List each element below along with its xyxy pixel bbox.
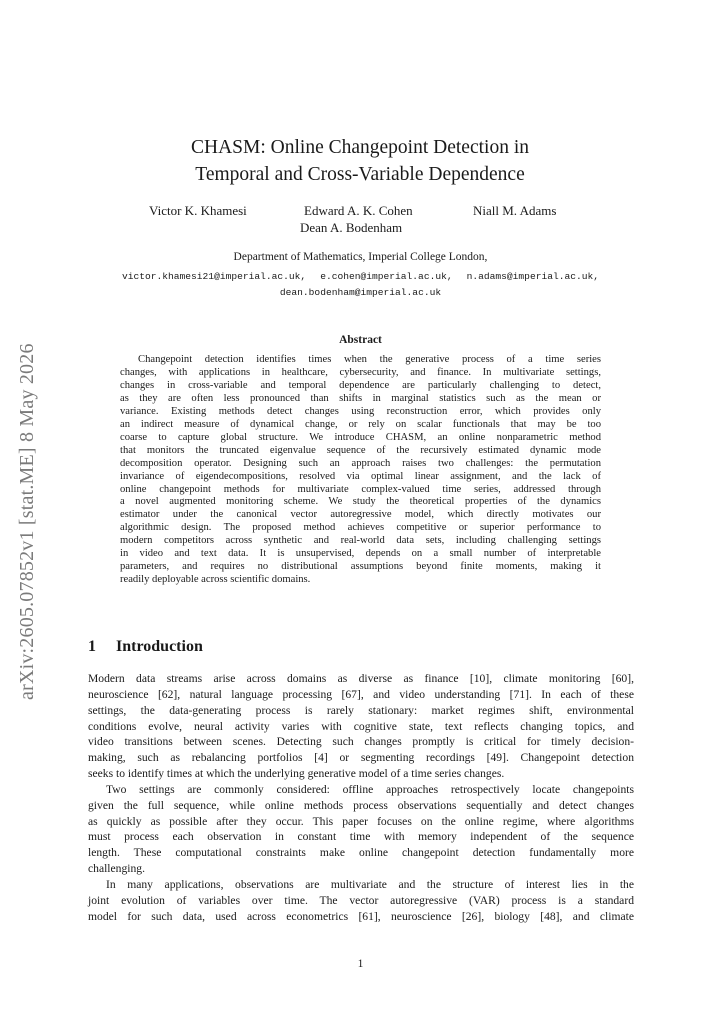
abstract-line: decomposition operator. Designing such an approach raises two challenges: the permutation bbox=[120, 457, 601, 469]
abstract-line: in video and text data. It is unsupervised, depends on a small number of interpretable bbox=[120, 548, 601, 560]
paper-title-line-1: CHASM: Online Changepoint Detection in bbox=[191, 137, 529, 158]
body-line: neuroscience [62], natural language processing [67], and video understanding [71]. In each of these bbox=[88, 687, 634, 701]
abstract-line: variance. Existing methods detect changes using reconstruction error, which provides only bbox=[120, 405, 601, 417]
author-name: Edward A. K. Cohen bbox=[304, 203, 413, 218]
body-line: challenging. bbox=[88, 862, 145, 876]
author-email: dean.bodenham@imperial.ac.uk bbox=[279, 287, 442, 298]
author-name: Dean A. Bodenham bbox=[300, 220, 403, 235]
author-name: Niall M. Adams bbox=[473, 203, 557, 218]
abstract-line: changes in cross-variable and temporal dependence are particularly challenging to detect, bbox=[120, 379, 601, 391]
abstract-line: parameters, and requires no distributional assumptions beyond finite moments, making it bbox=[120, 561, 601, 573]
arxiv-identifier-text: arXiv:2605.07852v1 [stat.ME] 8 May 2026 bbox=[16, 343, 38, 700]
author-name: Victor K. Khamesi bbox=[149, 203, 247, 218]
paper-title-line-2: Temporal and Cross-Variable Dependence bbox=[195, 164, 525, 185]
abstract-line: algorithmic design. The proposed method achieves competitive or superior performance to bbox=[120, 522, 601, 534]
abstract-body bbox=[120, 354, 601, 587]
body-line: as quickly as possible after they occur. This paper focuses on the online regime, where algorithms bbox=[88, 814, 634, 828]
author-email: victor.khamesi21@imperial.ac.uk, bbox=[121, 271, 307, 282]
body-line: seeks to identify times at which the underlying generative model of a time series changes. bbox=[88, 767, 505, 781]
body-line: In many applications, observations are multivariate and the structure of interest lies in the bbox=[106, 877, 634, 891]
body-line: making, such as rebalancing portfolios [4] or segmenting recordings [49]. Changepoint detection bbox=[88, 751, 634, 765]
abstract-line: as they are often less pronounced than shifts in marginal statistics such as the mean or bbox=[120, 392, 601, 404]
body-line: must process each observation in constant time with memory independent of the sequence bbox=[88, 830, 634, 844]
abstract-line: estimator under the canonical vector autoregressive model, which directly motivates our bbox=[120, 509, 601, 521]
body-line: conditions evolve, neural activity varies with cognitive state, text reflects changing topics, and bbox=[88, 719, 634, 733]
abstract-line: an indirect measure of dynamical change, or rely on scalar functionals that may be too bbox=[120, 418, 601, 430]
paper-title bbox=[110, 134, 610, 188]
abstract-line: readily deployable across scientific domains. bbox=[120, 574, 311, 586]
abstract-line: that monitors the truncated eigenvalue sequence of the recursively estimated dynamic mode bbox=[120, 444, 601, 456]
abstract-line: a novel augmented monitoring scheme. We study the theoretical properties of the dynamics bbox=[120, 496, 601, 508]
abstract-line: changes, with applications in healthcare, cybersecurity, and finance. In multivariate settings, bbox=[120, 366, 601, 378]
introduction-body bbox=[88, 671, 634, 925]
body-line: Modern data streams arise across domains as diverse as finance [10], climate monitoring [60], bbox=[88, 672, 634, 685]
section-title: Introduction bbox=[116, 638, 203, 655]
body-line: video transitions between scenes. Detecting such changes promptly is critical for timely decision- bbox=[88, 735, 634, 749]
abstract-line: modern competitors across synthetic and real-world data sets, including challenging settings bbox=[120, 535, 601, 547]
author-email: n.adams@imperial.ac.uk, bbox=[466, 271, 600, 282]
author-list bbox=[0, 203, 721, 221]
abstract-line: coarse to capture global structure. We introduce CHASM, an online nonparametric method bbox=[120, 431, 601, 443]
author-email: e.cohen@imperial.ac.uk, bbox=[320, 271, 453, 282]
section-heading bbox=[88, 638, 203, 656]
abstract-line: online changepoint methods for multivariate complex-valued time series, addressed through bbox=[120, 483, 601, 495]
affiliation: Department of Mathematics, Imperial College London, bbox=[233, 251, 488, 263]
section-number: 1 bbox=[88, 638, 96, 655]
body-line: model for such data, used across econometrics [61], neuroscience [26], biology [48], and climate bbox=[88, 909, 634, 923]
author-emails bbox=[0, 269, 721, 301]
arxiv-identifier-stamp bbox=[16, 290, 56, 700]
body-line: given the full sequence, while online methods process observations sequentially and detect changes bbox=[88, 798, 634, 812]
body-line: Two settings are commonly considered: offline approaches retrospectively locate changepoints bbox=[106, 782, 634, 796]
body-line: length. These computational constraints make online changepoint detection fundamentally more bbox=[88, 846, 634, 860]
abstract-heading: Abstract bbox=[339, 334, 382, 346]
page-number: 1 bbox=[357, 958, 364, 970]
abstract-line: invariance of eigendecompositions, resolved via optimal linear assignment, and the lack of bbox=[120, 470, 601, 482]
abstract-line: Changepoint detection identifies times when the generative process of a time series bbox=[138, 354, 601, 365]
body-line: settings, the data-generating process is rarely stationary: market regimes shift, environmental bbox=[88, 703, 634, 717]
body-line: joint evolution of variables over time. The vector autoregressive (VAR) process is a standard bbox=[88, 893, 634, 907]
